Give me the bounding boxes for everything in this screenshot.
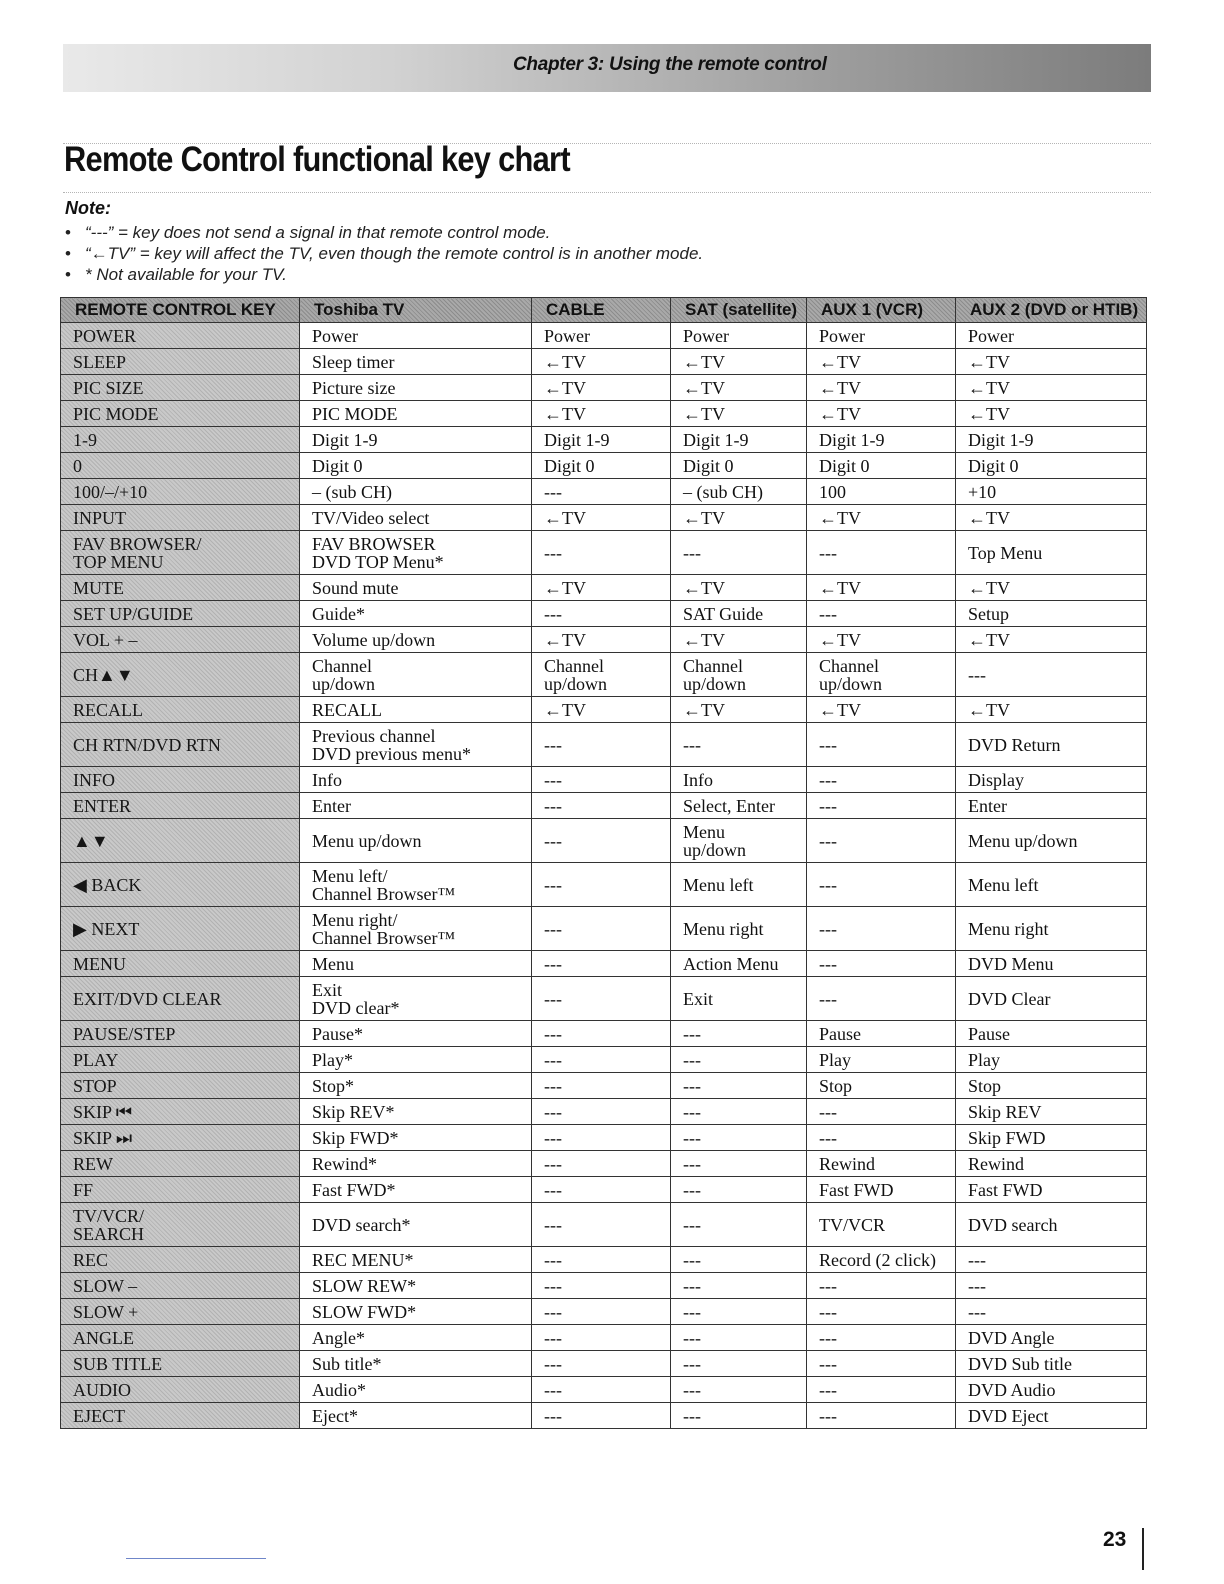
sat-cell: ←TV <box>671 575 807 601</box>
header-cable: CABLE <box>532 298 671 323</box>
cable-cell: --- <box>532 951 671 977</box>
page-title: Remote Control functional key chart <box>64 140 570 179</box>
aux2-cell: Top Menu <box>956 531 1147 575</box>
key-cell: SLOW – <box>61 1273 300 1299</box>
key-cell: RECALL <box>61 697 300 723</box>
aux1-cell: --- <box>807 1273 956 1299</box>
tv-cell: Pause* <box>300 1021 532 1047</box>
key-cell: SET UP/GUIDE <box>61 601 300 627</box>
key-cell: STOP <box>61 1073 300 1099</box>
key-cell: PLAY <box>61 1047 300 1073</box>
note-item: • “---” = key does not send a signal in that remote control mode. <box>65 222 703 243</box>
cable-cell: --- <box>532 977 671 1021</box>
cable-cell: --- <box>532 1099 671 1125</box>
aux1-cell: Power <box>807 323 956 349</box>
tv-cell: Menu left/ Channel Browser™ <box>300 863 532 907</box>
table-row <box>61 723 1147 767</box>
aux1-cell: Play <box>807 1047 956 1073</box>
aux2-cell: DVD Clear <box>956 977 1147 1021</box>
aux2-cell: DVD Menu <box>956 951 1147 977</box>
sat-cell: --- <box>671 1177 807 1203</box>
cable-cell: --- <box>532 1403 671 1429</box>
aux2-cell: Power <box>956 323 1147 349</box>
tv-cell: Volume up/down <box>300 627 532 653</box>
table-row <box>61 453 1147 479</box>
aux1-cell: Stop <box>807 1073 956 1099</box>
key-cell: SKIP ⏭ <box>61 1125 300 1151</box>
table-row <box>61 575 1147 601</box>
sat-cell: SAT Guide <box>671 601 807 627</box>
table-row <box>61 907 1147 951</box>
aux2-cell: Menu left <box>956 863 1147 907</box>
aux1-cell: Digit 0 <box>807 453 956 479</box>
aux1-cell: ←TV <box>807 375 956 401</box>
tv-cell: RECALL <box>300 697 532 723</box>
aux2-cell: Digit 0 <box>956 453 1147 479</box>
sat-cell: Info <box>671 767 807 793</box>
aux2-cell: DVD Return <box>956 723 1147 767</box>
cable-cell: --- <box>532 1047 671 1073</box>
cable-cell: --- <box>532 1247 671 1273</box>
cable-cell: --- <box>532 767 671 793</box>
aux1-cell: Rewind <box>807 1151 956 1177</box>
aux1-cell: --- <box>807 1351 956 1377</box>
aux2-cell: Menu right <box>956 907 1147 951</box>
key-cell: AUDIO <box>61 1377 300 1403</box>
aux1-cell: --- <box>807 1403 956 1429</box>
cable-cell: --- <box>532 863 671 907</box>
sat-cell: ←TV <box>671 697 807 723</box>
cable-cell: ←TV <box>532 697 671 723</box>
aux1-cell: --- <box>807 907 956 951</box>
table-row <box>61 819 1147 863</box>
key-cell: INPUT <box>61 505 300 531</box>
tv-cell: Sound mute <box>300 575 532 601</box>
tv-cell: Digit 1-9 <box>300 427 532 453</box>
key-cell: PIC SIZE <box>61 375 300 401</box>
cable-cell: --- <box>532 819 671 863</box>
tv-cell: Skip REV* <box>300 1099 532 1125</box>
aux2-cell: Play <box>956 1047 1147 1073</box>
aux1-cell: --- <box>807 863 956 907</box>
aux1-cell: --- <box>807 793 956 819</box>
aux2-cell: Skip FWD <box>956 1125 1147 1151</box>
tv-cell: DVD search* <box>300 1203 532 1247</box>
table-row <box>61 1203 1147 1247</box>
key-cell: PIC MODE <box>61 401 300 427</box>
table-row <box>61 767 1147 793</box>
sat-cell: Channel up/down <box>671 653 807 697</box>
aux2-cell: ←TV <box>956 697 1147 723</box>
tv-cell: Stop* <box>300 1073 532 1099</box>
aux2-cell: ←TV <box>956 505 1147 531</box>
key-cell: FAV BROWSER/ TOP MENU <box>61 531 300 575</box>
chapter-banner <box>63 44 1151 92</box>
sat-cell: --- <box>671 1099 807 1125</box>
aux2-cell: DVD Sub title <box>956 1351 1147 1377</box>
note-label: Note: <box>65 198 111 218</box>
tv-cell: Sleep timer <box>300 349 532 375</box>
aux1-cell: Digit 1-9 <box>807 427 956 453</box>
aux1-cell: --- <box>807 1099 956 1125</box>
cable-cell: --- <box>532 1325 671 1351</box>
sat-cell: – (sub CH) <box>671 479 807 505</box>
aux2-cell: DVD Audio <box>956 1377 1147 1403</box>
key-cell: SLEEP <box>61 349 300 375</box>
cable-cell: --- <box>532 601 671 627</box>
aux1-cell: 100 <box>807 479 956 505</box>
key-cell: CH RTN/DVD RTN <box>61 723 300 767</box>
sat-cell: Exit <box>671 977 807 1021</box>
aux1-cell: ←TV <box>807 505 956 531</box>
cable-cell: --- <box>532 531 671 575</box>
tv-cell: Channel up/down <box>300 653 532 697</box>
table-body <box>61 323 1147 1429</box>
table-row <box>61 479 1147 505</box>
aux2-cell: Setup <box>956 601 1147 627</box>
table-row <box>61 1125 1147 1151</box>
key-chart-table <box>60 297 1147 1429</box>
aux1-cell: Fast FWD <box>807 1177 956 1203</box>
aux2-cell: Menu up/down <box>956 819 1147 863</box>
cable-cell: --- <box>532 1177 671 1203</box>
key-cell: PAUSE/STEP <box>61 1021 300 1047</box>
table-row <box>61 1403 1147 1429</box>
tv-cell: PIC MODE <box>300 401 532 427</box>
cable-cell: --- <box>532 1021 671 1047</box>
table-row <box>61 1151 1147 1177</box>
title-bottom-rule <box>63 192 1151 193</box>
sat-cell: --- <box>671 1021 807 1047</box>
aux1-cell: --- <box>807 1125 956 1151</box>
tv-cell: Guide* <box>300 601 532 627</box>
table-row <box>61 1073 1147 1099</box>
tv-cell: REC MENU* <box>300 1247 532 1273</box>
table-row <box>61 1047 1147 1073</box>
cable-cell: --- <box>532 1203 671 1247</box>
cable-cell: ←TV <box>532 375 671 401</box>
aux2-cell: ←TV <box>956 401 1147 427</box>
sat-cell: --- <box>671 1377 807 1403</box>
sat-cell: Menu up/down <box>671 819 807 863</box>
tv-cell: – (sub CH) <box>300 479 532 505</box>
aux2-cell: DVD Angle <box>956 1325 1147 1351</box>
table-row <box>61 627 1147 653</box>
aux1-cell: --- <box>807 531 956 575</box>
sat-cell: ←TV <box>671 627 807 653</box>
tv-cell: Rewind* <box>300 1151 532 1177</box>
tv-cell: SLOW REW* <box>300 1273 532 1299</box>
cable-cell: --- <box>532 723 671 767</box>
sat-cell: --- <box>671 1047 807 1073</box>
table-row <box>61 323 1147 349</box>
table-row <box>61 1099 1147 1125</box>
aux2-cell: Rewind <box>956 1151 1147 1177</box>
sat-cell: ←TV <box>671 401 807 427</box>
tv-cell: Angle* <box>300 1325 532 1351</box>
sat-cell: --- <box>671 1325 807 1351</box>
aux1-cell: Channel up/down <box>807 653 956 697</box>
aux1-cell: --- <box>807 1325 956 1351</box>
note-item: • * Not available for your TV. <box>65 264 703 285</box>
table-row <box>61 977 1147 1021</box>
key-cell: TV/VCR/ SEARCH <box>61 1203 300 1247</box>
aux2-cell: ←TV <box>956 375 1147 401</box>
table-row <box>61 401 1147 427</box>
tv-cell: Digit 0 <box>300 453 532 479</box>
key-cell: ENTER <box>61 793 300 819</box>
sat-cell: --- <box>671 1151 807 1177</box>
cable-cell: Channel up/down <box>532 653 671 697</box>
table-row <box>61 653 1147 697</box>
sat-cell: --- <box>671 723 807 767</box>
key-cell: VOL + – <box>61 627 300 653</box>
aux1-cell: ←TV <box>807 349 956 375</box>
sat-cell: Digit 1-9 <box>671 427 807 453</box>
tv-cell: Exit DVD clear* <box>300 977 532 1021</box>
key-cell: INFO <box>61 767 300 793</box>
cable-cell: Power <box>532 323 671 349</box>
key-cell: SUB TITLE <box>61 1351 300 1377</box>
aux2-cell: Skip REV <box>956 1099 1147 1125</box>
sat-cell: ←TV <box>671 375 807 401</box>
tv-cell: Audio* <box>300 1377 532 1403</box>
aux2-cell: Stop <box>956 1073 1147 1099</box>
sat-cell: Menu right <box>671 907 807 951</box>
sat-cell: --- <box>671 1299 807 1325</box>
key-cell: ▶ NEXT <box>61 907 300 951</box>
tv-cell: Sub title* <box>300 1351 532 1377</box>
cable-cell: --- <box>532 793 671 819</box>
key-cell: 100/–/+10 <box>61 479 300 505</box>
aux2-cell: ←TV <box>956 349 1147 375</box>
aux1-cell: ←TV <box>807 575 956 601</box>
key-cell: MENU <box>61 951 300 977</box>
header-aux2: AUX 2 (DVD or HTIB) <box>956 298 1147 323</box>
table-row <box>61 375 1147 401</box>
header-remote-control-key: REMOTE CONTROL KEY <box>61 298 300 323</box>
cable-cell: ←TV <box>532 349 671 375</box>
aux2-cell: Enter <box>956 793 1147 819</box>
tv-cell: Skip FWD* <box>300 1125 532 1151</box>
aux1-cell: --- <box>807 1299 956 1325</box>
tv-cell: Power <box>300 323 532 349</box>
tv-cell: Menu <box>300 951 532 977</box>
key-cell: CH▲▼ <box>61 653 300 697</box>
cable-cell: --- <box>532 479 671 505</box>
sat-cell: --- <box>671 1125 807 1151</box>
tv-cell: Menu up/down <box>300 819 532 863</box>
key-cell: ANGLE <box>61 1325 300 1351</box>
cable-cell: --- <box>532 1151 671 1177</box>
cable-cell: ←TV <box>532 401 671 427</box>
key-cell: 0 <box>61 453 300 479</box>
cable-cell: --- <box>532 1125 671 1151</box>
header-aux1: AUX 1 (VCR) <box>807 298 956 323</box>
aux1-cell: --- <box>807 977 956 1021</box>
table-row <box>61 531 1147 575</box>
tv-cell: Menu right/ Channel Browser™ <box>300 907 532 951</box>
sat-cell: --- <box>671 531 807 575</box>
key-cell: EJECT <box>61 1403 300 1429</box>
tv-cell: TV/Video select <box>300 505 532 531</box>
aux1-cell: --- <box>807 601 956 627</box>
cable-cell: ←TV <box>532 627 671 653</box>
page-number-rule <box>1142 1528 1144 1570</box>
aux1-cell: --- <box>807 819 956 863</box>
table-row <box>61 1325 1147 1351</box>
table-row <box>61 349 1147 375</box>
tv-cell: Info <box>300 767 532 793</box>
sat-cell: --- <box>671 1203 807 1247</box>
table-header-row <box>61 298 1147 323</box>
aux2-cell: Pause <box>956 1021 1147 1047</box>
cable-cell: --- <box>532 907 671 951</box>
aux2-cell: --- <box>956 1273 1147 1299</box>
sat-cell: --- <box>671 1351 807 1377</box>
aux1-cell: ←TV <box>807 401 956 427</box>
key-cell: FF <box>61 1177 300 1203</box>
tv-cell: Eject* <box>300 1403 532 1429</box>
table-row <box>61 697 1147 723</box>
cable-cell: ←TV <box>532 575 671 601</box>
tv-cell: Previous channel DVD previous menu* <box>300 723 532 767</box>
aux2-cell: +10 <box>956 479 1147 505</box>
cable-cell: --- <box>532 1351 671 1377</box>
sat-cell: ←TV <box>671 505 807 531</box>
key-cell: ◀ BACK <box>61 863 300 907</box>
chapter-title: Chapter 3: Using the remote control <box>513 54 827 75</box>
aux1-cell: --- <box>807 951 956 977</box>
aux2-cell: Display <box>956 767 1147 793</box>
cable-cell: --- <box>532 1299 671 1325</box>
sat-cell: --- <box>671 1073 807 1099</box>
aux2-cell: DVD Eject <box>956 1403 1147 1429</box>
aux2-cell: Fast FWD <box>956 1177 1147 1203</box>
cable-cell: ←TV <box>532 505 671 531</box>
sat-cell: Select, Enter <box>671 793 807 819</box>
tv-cell: SLOW FWD* <box>300 1299 532 1325</box>
aux2-cell: ←TV <box>956 575 1147 601</box>
sat-cell: Power <box>671 323 807 349</box>
aux2-cell: DVD search <box>956 1203 1147 1247</box>
sat-cell: Action Menu <box>671 951 807 977</box>
table-row <box>61 1021 1147 1047</box>
note-item: • “←TV” = key will affect the TV, even though the remote control is in another mode. <box>65 243 703 264</box>
aux2-cell: Digit 1-9 <box>956 427 1147 453</box>
key-cell: SLOW + <box>61 1299 300 1325</box>
key-cell: EXIT/DVD CLEAR <box>61 977 300 1021</box>
table-row <box>61 1377 1147 1403</box>
sat-cell: Digit 0 <box>671 453 807 479</box>
aux1-cell: ←TV <box>807 697 956 723</box>
key-cell: POWER <box>61 323 300 349</box>
sat-cell: ←TV <box>671 349 807 375</box>
key-cell: ▲▼ <box>61 819 300 863</box>
cable-cell: Digit 0 <box>532 453 671 479</box>
note-list <box>65 222 703 285</box>
cable-cell: --- <box>532 1273 671 1299</box>
cable-cell: --- <box>532 1073 671 1099</box>
table-row <box>61 1177 1147 1203</box>
tv-cell: Play* <box>300 1047 532 1073</box>
aux1-cell: TV/VCR <box>807 1203 956 1247</box>
cable-cell: --- <box>532 1377 671 1403</box>
aux2-cell: --- <box>956 653 1147 697</box>
aux1-cell: ←TV <box>807 627 956 653</box>
aux1-cell: Pause <box>807 1021 956 1047</box>
aux1-cell: Record (2 click) <box>807 1247 956 1273</box>
key-cell: MUTE <box>61 575 300 601</box>
table-row <box>61 951 1147 977</box>
aux2-cell: --- <box>956 1299 1147 1325</box>
table-row <box>61 1247 1147 1273</box>
sat-cell: --- <box>671 1403 807 1429</box>
aux1-cell: --- <box>807 767 956 793</box>
key-cell: REC <box>61 1247 300 1273</box>
tv-cell: Picture size <box>300 375 532 401</box>
aux1-cell: --- <box>807 723 956 767</box>
table-row <box>61 1351 1147 1377</box>
header-toshiba-tv: Toshiba TV <box>300 298 532 323</box>
key-cell: SKIP ⏮ <box>61 1099 300 1125</box>
table-row <box>61 793 1147 819</box>
key-cell: REW <box>61 1151 300 1177</box>
table-row <box>61 1273 1147 1299</box>
aux1-cell: --- <box>807 1377 956 1403</box>
key-cell: 1-9 <box>61 427 300 453</box>
tv-cell: Enter <box>300 793 532 819</box>
table-row <box>61 863 1147 907</box>
page-number: 23 <box>1103 1528 1127 1551</box>
aux2-cell: --- <box>956 1247 1147 1273</box>
table-row <box>61 505 1147 531</box>
table-row <box>61 1299 1147 1325</box>
aux2-cell: ←TV <box>956 627 1147 653</box>
tv-cell: FAV BROWSER DVD TOP Menu* <box>300 531 532 575</box>
sat-cell: Menu left <box>671 863 807 907</box>
footer-line <box>126 1558 266 1559</box>
sat-cell: --- <box>671 1247 807 1273</box>
tv-cell: Fast FWD* <box>300 1177 532 1203</box>
cable-cell: Digit 1-9 <box>532 427 671 453</box>
table-row <box>61 427 1147 453</box>
table-row <box>61 601 1147 627</box>
sat-cell: --- <box>671 1273 807 1299</box>
header-sat: SAT (satellite) <box>671 298 807 323</box>
